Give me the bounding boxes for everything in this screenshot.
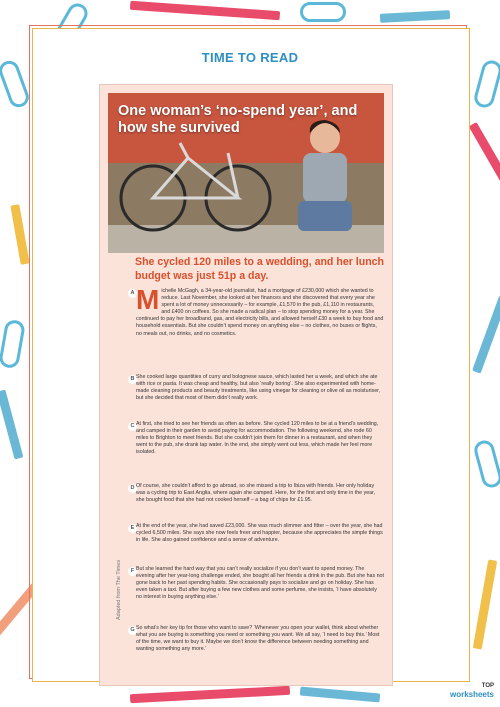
page-title: TIME TO READ [201, 50, 299, 65]
paragraph-letter: E [128, 524, 137, 533]
article-card [99, 84, 393, 686]
paperclip-icon [472, 58, 500, 110]
pencil-icon [300, 687, 380, 703]
paperclip-icon [0, 319, 26, 370]
paragraph-text: ichelle McGagh, a 34-year-old journalist, had a mortgage of £230,000 which she wanted to reduce. Last November, she looked at her finances and she discovered that every year she spent a lot of money unnecessarily – for example, £1,570 in the pub, £1,110 in restaurants, and £400 on coffees. So she made a radical plan – to stop spending money for a year. She continued to pay her broadband, gas, and electricity bills, and allowed herself £30 a week to buy food and household essentials. But she couldn’t spend money on anything else – no clothes, no buses or flights, no meals out, no drinks, and no cosmetics. [136, 288, 384, 337]
pencil-icon [472, 295, 500, 373]
paperclip-icon [472, 438, 500, 490]
paragraph-letter: B [128, 375, 137, 384]
paragraph-d: Of course, she couldn’t afford to go abroad, so she missed a trip to Ibiza with friends. Her only holiday was a cycling trip to East Anglia, where again she camped. Here, for the first and only time in the year, she bought food that she had not cooked herself – a bag of chips for £1.95. [136, 483, 376, 504]
pencil-icon [130, 686, 290, 703]
paragraph-g: So what’s her key tip for those who want to save? ‘Whenever you open your wallet, think about whether what you are buying is something you need or something you want. We all say, ‘I need to buy this.’ Most of the time, we want to buy it. Maybe we don’t know the difference between needing something and wanting something any more.’ [136, 625, 380, 653]
logo-bottom: worksheets [449, 690, 494, 699]
paragraph-letter: C [128, 422, 137, 431]
paragraph-c: At first, she tried to see her friends as often as before. She cycled 120 miles to be at a friend’s wedding, and camped in their garden to avoid paying for accommodation. The following weekend, she rode 60 miles to Brighton to meet friends. But she couldn’t join them for dinner in a restaurant, and when they went to the pub, she drank tap water. In the end, she simply went out less, which made her feel more isolated. [136, 421, 379, 456]
brand-logo [442, 683, 494, 701]
paragraph-f: But she learned the hard way that you can’t really socialize if you don’t want to spend money. The evening after her year-long challenge ended, she bought all her friends a drink in the pub. But she has not gone back to her past spending habits. She occasionally pays to socialize and go on holiday. She has even taken a taxi. But after buying a few new clothes and some perfume, she insists, ‘I have absolutely no interest in buying anything else.’ [136, 566, 384, 601]
pencil-icon [0, 390, 23, 460]
pencil-icon [469, 122, 500, 187]
paragraph-a [136, 284, 384, 338]
pencil-icon [10, 204, 29, 265]
article-subhead: She cycled 120 miles to a wedding, and her lunch budget was just 51p a day. [135, 256, 385, 282]
article-photo [108, 93, 384, 253]
paragraph-letter: G [128, 626, 137, 635]
drop-cap: M [136, 284, 160, 315]
article-headline: One woman’s ‘no-spend year’, and how she survived [118, 103, 358, 136]
source-credit: Adapted from The Times [116, 559, 122, 620]
paragraph-letter: A [128, 289, 137, 298]
paragraph-e: At the end of the year, she had saved £23,000. She was much slimmer and fitter – over the year, she had cycled 6,500 miles. She says she now feels freer and happier, because she appreciates the simple things in life. She also gained confidence and a sense of adventure. [136, 523, 383, 544]
paragraph-b: She cooked large quantities of curry and bolognese sauce, which lasted her a week, and which she ate with rice or pasta. It was cheap and healthy, but also ‘really boring’. She also experimented with home-made cleaning products and beauty treatments, like using vinegar for cleaning or olive oil as moisturiser, but she decided that most of them didn’t really work. [136, 374, 381, 402]
paperclip-icon [0, 58, 32, 110]
pencil-icon [130, 1, 280, 20]
paragraph-letter: F [128, 567, 137, 576]
logo-top: TOP [481, 683, 494, 689]
paperclip-icon [300, 2, 346, 22]
pencil-icon [380, 10, 450, 23]
paragraph-letter: D [128, 484, 137, 493]
pencil-icon [473, 559, 497, 649]
